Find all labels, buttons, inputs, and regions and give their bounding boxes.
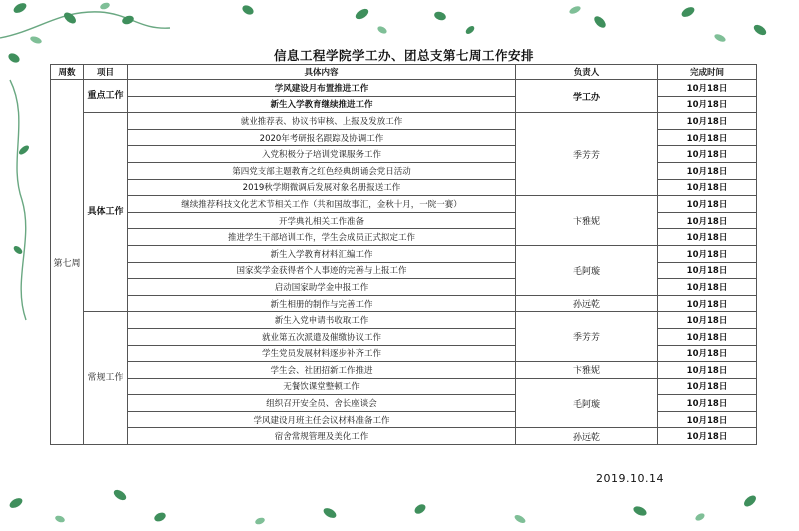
time-cell: 10月18日 [658,345,757,362]
time-cell: 10月18日 [658,262,757,279]
header-category: 项目 [84,65,128,80]
content-cell: 组织召开安全员、舍长座谈会 [128,395,516,412]
category-cell: 常规工作 [84,312,128,445]
table-header-row [51,65,757,80]
content-cell: 入党积极分子培训党课服务工作 [128,146,516,163]
time-cell: 10月18日 [658,229,757,246]
person-cell: 季芳芳 [516,312,658,362]
time-cell: 10月18日 [658,212,757,229]
content-cell: 学生会、社团招新工作推进 [128,362,516,379]
time-cell: 10月18日 [658,80,757,97]
content-cell: 学风建设月布置推进工作 [128,80,516,97]
floral-decoration-left [0,0,50,531]
content-cell: 继续推荐科技文化艺术节相关工作（共和国故事汇，金秋十月，一院一赛） [128,196,516,213]
person-cell: 学工办 [516,80,658,113]
content-cell: 就业推荐表、协议书审核、上报及发放工作 [128,113,516,130]
person-cell: 卞雅妮 [516,362,658,379]
table-row [51,196,757,213]
category-cell: 具体工作 [84,113,128,312]
time-cell: 10月18日 [658,279,757,296]
content-cell: 新生入学教育材料汇编工作 [128,245,516,262]
page-title: 信息工程学院学工办、团总支第七周工作安排 [273,48,534,63]
table-row [51,428,757,445]
person-cell: 孙远乾 [516,428,658,445]
content-cell: 2020年考研报名跟踪及协调工作 [128,129,516,146]
category-cell: 重点工作 [84,80,128,113]
content-cell: 学生党员发展材料逐步补齐工作 [128,345,516,362]
time-cell: 10月18日 [658,395,757,412]
table-row [51,80,757,97]
time-cell: 10月18日 [658,295,757,312]
content-cell: 2019秋学期微调后发展对象名册报送工作 [128,179,516,196]
content-cell: 就业第五次派遣及催缴协议工作 [128,328,516,345]
table-row [51,312,757,329]
content-cell: 学风建设月班主任会议材料准备工作 [128,411,516,428]
content-cell: 新生入党申请书收取工作 [128,312,516,329]
person-cell: 孙远乾 [516,295,658,312]
header-content: 具体内容 [128,65,516,80]
person-cell: 毛阿璇 [516,378,658,428]
time-cell: 10月18日 [658,245,757,262]
time-cell: 10月18日 [658,411,757,428]
week-cell: 第七周 [51,80,84,445]
time-cell: 10月18日 [658,162,757,179]
content-cell: 开学典礼相关工作准备 [128,212,516,229]
content-cell: 第四党支部主题教育之红色经典朗诵会党日活动 [128,162,516,179]
time-cell: 10月18日 [658,129,757,146]
table-row [51,378,757,395]
table-row [51,295,757,312]
content-cell: 新生入学教育继续推进工作 [128,96,516,113]
person-cell: 季芳芳 [516,113,658,196]
time-cell: 10月18日 [658,312,757,329]
time-cell: 10月18日 [658,146,757,163]
content-cell: 新生相册的制作与完善工作 [128,295,516,312]
header-time: 完成时间 [658,65,757,80]
person-cell: 卞雅妮 [516,196,658,246]
content-cell: 推进学生干部培训工作，学生会成员正式拟定工作 [128,229,516,246]
time-cell: 10月18日 [658,179,757,196]
content-cell: 宿舍常规管理及美化工作 [128,428,516,445]
header-person: 负责人 [516,65,658,80]
person-cell: 毛阿璇 [516,245,658,295]
schedule-table [50,64,757,445]
footer-date: 2019.10.14 [596,472,664,485]
table-row [51,113,757,130]
table-row [51,362,757,379]
time-cell: 10月18日 [658,96,757,113]
content-cell: 启动国家助学金申报工作 [128,279,516,296]
floral-decoration-bottom [0,461,799,531]
content-cell: 无餐饮课堂整顿工作 [128,378,516,395]
time-cell: 10月18日 [658,378,757,395]
table-row [51,245,757,262]
time-cell: 10月18日 [658,328,757,345]
time-cell: 10月18日 [658,196,757,213]
time-cell: 10月18日 [658,113,757,130]
content-cell: 国家奖学金获得者个人事迹的完善与上报工作 [128,262,516,279]
header-week: 周数 [51,65,84,80]
time-cell: 10月18日 [658,428,757,445]
time-cell: 10月18日 [658,362,757,379]
